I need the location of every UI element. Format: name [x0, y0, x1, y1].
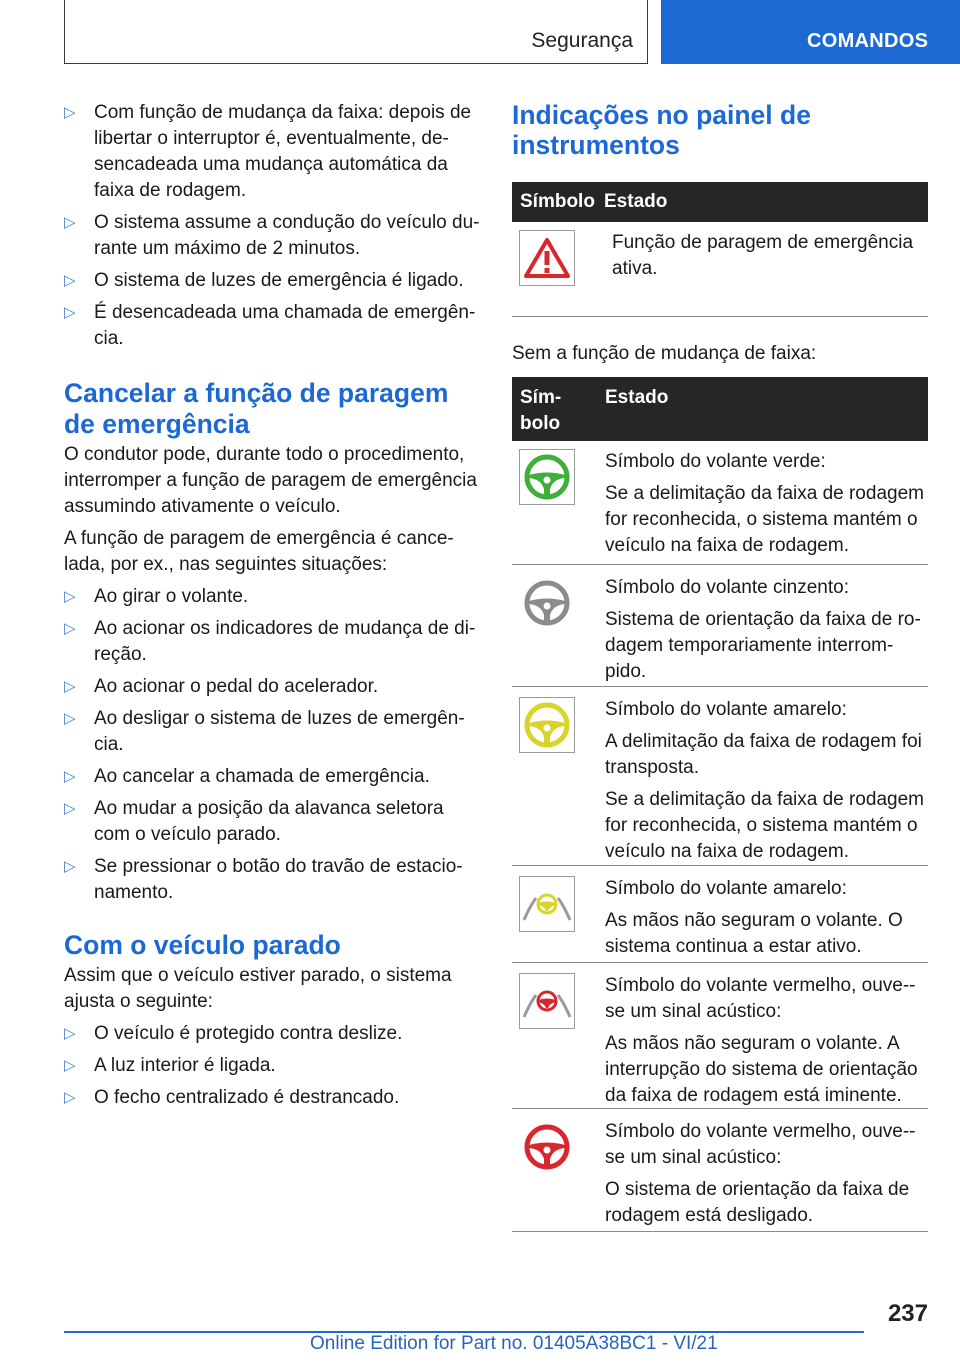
list-item: ▷ O sistema assume a condução do veículo du-rante um máximo de 2 minutos.	[64, 212, 480, 259]
table-header	[512, 377, 928, 441]
parked-paragraph: Assim que o veículo estiver parado, o sistema ajusta o seguinte:	[64, 965, 452, 1012]
state-text: Se a delimitação da faixa de rodagem for reconhecida, o sistema mantém o veículo na faixa de rodagem.	[605, 789, 924, 862]
state-text: As mãos não seguram o volante. A interrupção do sistema de orientação da faixa de rodagem está iminente.	[605, 1033, 918, 1106]
bullet-triangle-icon: ▷	[64, 588, 76, 605]
state-text: O sistema de orientação da faixa de rodagem está desligado.	[605, 1179, 910, 1226]
bullet-triangle-icon: ▷	[64, 678, 76, 695]
list-item: ▷ A luz interior é ligada.	[64, 1053, 482, 1079]
page-number: 237	[887, 1300, 928, 1327]
bullet-triangle-icon: ▷	[64, 1057, 76, 1074]
left-column	[64, 100, 482, 1117]
bullet-list-top	[64, 100, 482, 352]
col-symbol: Sím- bolo	[520, 387, 562, 434]
chapter-tab-label: COMANDOS	[807, 30, 929, 52]
chapter-tab[interactable]	[661, 0, 960, 64]
bullet-triangle-icon: ▷	[64, 304, 76, 321]
table-row	[512, 222, 928, 317]
steering-wheel-red-icon	[519, 1119, 575, 1175]
right-column	[512, 100, 928, 1232]
state-text: Símbolo do volante amarelo:	[605, 699, 847, 720]
table-row	[512, 565, 928, 687]
bullet-triangle-icon: ▷	[64, 1089, 76, 1106]
table-header	[512, 182, 928, 222]
state-text: Símbolo do volante verde:	[605, 451, 826, 472]
table-row	[512, 866, 928, 963]
state-text: Se a delimitação da faixa de rodagem for reconhecida, o sistema mantém o veículo na faixa de rodagem.	[605, 483, 924, 556]
bullet-list-cancel	[64, 584, 482, 906]
col-symbol: Símbolo	[520, 191, 595, 212]
list-item: ▷ Se pressionar o botão do travão de estacio-namento.	[64, 856, 463, 903]
table-lane-keeping	[512, 377, 928, 1232]
state-text: Símbolo do volante vermelho, ouve--se um sinal acústico:	[605, 975, 916, 1022]
table-row	[512, 963, 928, 1109]
state-text: A delimitação da faixa de rodagem foi transposta.	[605, 731, 922, 778]
steering-wheel-yellow-icon	[519, 697, 575, 753]
state-text: Símbolo do volante amarelo:	[605, 878, 847, 899]
list-item: ▷ O veículo é protegido contra deslize.	[64, 1021, 482, 1047]
list-item: ▷ Ao acionar os indicadores de mudança de di-reção.	[64, 618, 476, 665]
list-item: ▷ Ao desligar o sistema de luzes de emergên-cia.	[64, 708, 465, 755]
bullet-triangle-icon: ▷	[64, 1025, 76, 1042]
steering-wheel-grey-icon	[519, 575, 575, 631]
bullet-triangle-icon: ▷	[64, 858, 76, 875]
col-state: Estado	[604, 191, 668, 212]
col-state: Estado	[605, 387, 669, 408]
bullet-triangle-icon: ▷	[64, 214, 76, 231]
cancel-paragraph-2: A função de paragem de emergência é cance-lada, por ex., nas seguintes situações:	[64, 528, 454, 575]
list-item: ▷ É desencadeada uma chamada de emergên-cia.	[64, 302, 476, 349]
warning-triangle-icon	[519, 230, 575, 286]
state-text: Função de paragem de emergência ativa.	[612, 232, 914, 279]
between-text: Sem a função de mudança de faixa:	[512, 343, 817, 364]
table-emergency	[512, 182, 928, 317]
state-text: As mãos não seguram o volante. O sistema continua a estar ativo.	[605, 910, 903, 957]
bullet-triangle-icon: ▷	[64, 768, 76, 785]
bullet-triangle-icon: ▷	[64, 710, 76, 727]
bullet-triangle-icon: ▷	[64, 800, 76, 817]
list-item: ▷ Ao mudar a posição da alavanca seletora com o veículo parado.	[64, 798, 444, 845]
cancel-heading: Cancelar a função de paragem de emergência	[64, 378, 449, 439]
bullet-list-parked	[64, 1021, 482, 1111]
footer-edition: Online Edition for Part no. 01405A38BC1 - VI/21	[310, 1333, 718, 1354]
list-item: ▷ Ao girar o volante.	[64, 584, 482, 610]
steering-wheel-red-hands-icon	[519, 973, 575, 1029]
table-row	[512, 441, 928, 565]
list-item: ▷ O sistema de luzes de emergência é ligado.	[64, 268, 482, 294]
bullet-triangle-icon: ▷	[64, 272, 76, 289]
list-item: ▷ O fecho centralizado é destrancado.	[64, 1085, 482, 1111]
list-item: ▷ Ao cancelar a chamada de emergência.	[64, 764, 482, 790]
list-item: ▷ Com função de mudança da faixa: depois de libertar o interruptor é, eventualmente, de-sencadeada uma mudança automática da faixa de rodagem.	[64, 102, 472, 201]
list-item: ▷ Ao acionar o pedal do acelerador.	[64, 674, 482, 700]
table-row	[512, 1109, 928, 1232]
section-title: Segurança	[531, 29, 633, 52]
parked-heading: Com o veículo parado	[64, 930, 341, 960]
steering-wheel-yellow-hands-icon	[519, 876, 575, 932]
bullet-triangle-icon: ▷	[64, 104, 76, 121]
state-text: Símbolo do volante cinzento:	[605, 577, 849, 598]
state-text: Sistema de orientação da faixa de ro-dagem temporariamente interrom-pido.	[605, 609, 921, 682]
table-row	[512, 687, 928, 866]
steering-wheel-green-icon	[519, 449, 575, 505]
cancel-paragraph-1: O condutor pode, durante todo o procedimento, interromper a função de paragem de emergência assumindo ativamente o veículo.	[64, 444, 477, 517]
header-section-box	[64, 0, 648, 64]
instruments-heading: Indicações no painel de instrumentos	[512, 100, 811, 160]
state-text: Símbolo do volante vermelho, ouve--se um sinal acústico:	[605, 1121, 916, 1168]
bullet-triangle-icon: ▷	[64, 620, 76, 637]
